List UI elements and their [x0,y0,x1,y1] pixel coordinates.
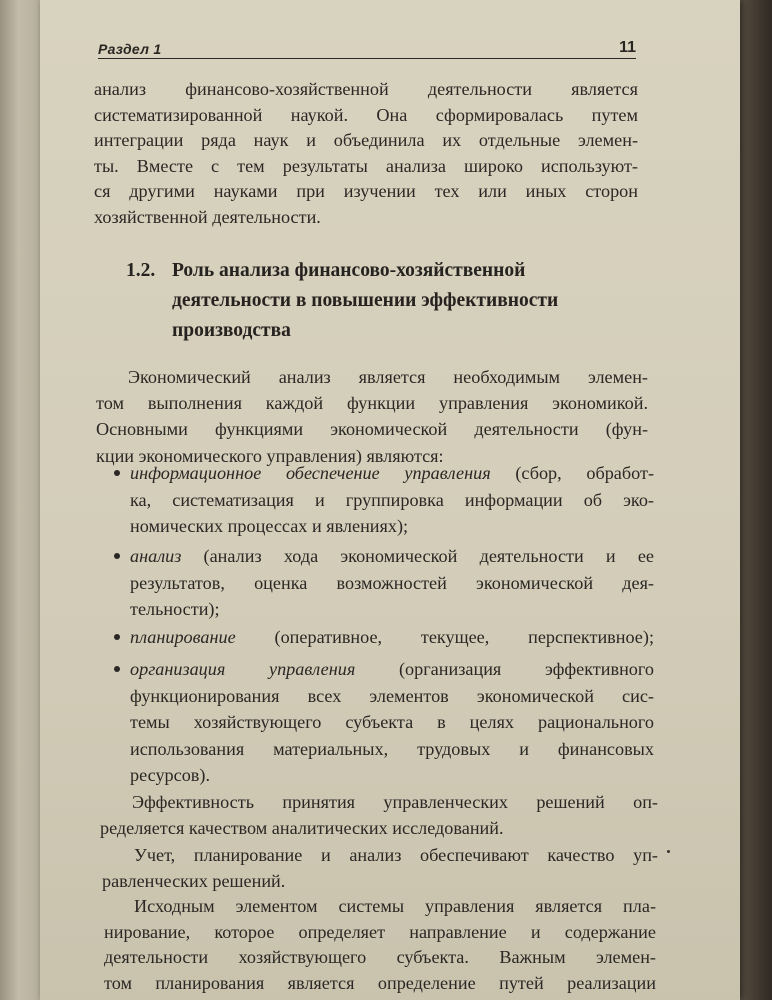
bullet-icon [114,634,120,640]
text-line: равленческих решений. [102,870,286,891]
intro-paragraph [94,77,638,231]
text-line: ся другими науками при изучении тех или иных сторон [94,181,638,202]
text-line: Экономический анализ является необходимым элемен- [128,367,648,387]
text-line: кции экономического управления) являются: [96,445,444,466]
bullet-icon [114,666,120,672]
bullet-text [130,656,654,789]
text-line: тельности); [130,599,220,619]
text-line: ка, систематизация и группировка информации об эко- [130,489,654,510]
text-line: Основными функциями экономической деятельности (фун- [96,419,648,440]
bullet-term: планирование [130,627,236,647]
bullet-text [130,624,654,651]
bullet-rest: (анализ хода экономической деятельности и ее [181,546,654,566]
text-line: ресурсов). [130,765,210,785]
heading-line [126,256,558,286]
text-line: деятельности хозяйствующего субъекта. Важным элемен- [104,947,656,968]
heading-line: деятельности в повышении эффективности [172,290,559,311]
bullet-term: информационное обеспечение управления [130,463,491,483]
text-line: хозяйственной деятельности. [94,206,321,227]
text-line: Исходным элементом системы управления является пла- [134,896,656,916]
running-header [98,36,636,59]
background-shadow [738,0,772,1000]
text-line: систематизированной наукой. Она сформировалась путем [94,104,638,125]
bullet-icon [114,470,120,476]
text-line: номических процессах и явлениях); [130,516,409,536]
text-line: том выполнения каждой функции управления экономикой. [96,393,648,414]
heading-number: 1.2. [126,260,156,281]
bullet-term: анализ [130,546,182,566]
section-label: Раздел 1 [98,41,162,57]
text-line: том планирования является определение путей реализации [104,972,656,993]
heading-text: Роль анализа финансово-хозяйственной [172,260,526,281]
text-line: нирование, которое определяет направление и содержание [104,921,656,942]
bullet-term: организация управления [130,659,356,679]
text-line [130,656,654,683]
text-line [130,460,654,487]
closing-paragraph-2 [102,843,658,894]
text-line: темы хозяйствующего субъекта в целях рационального [130,712,654,732]
text-line [130,543,654,570]
page-number: 11 [619,39,636,56]
bullet-rest: (организация эффективного [355,659,654,679]
text-line: анализ финансово-хозяйственной деятельности является [94,79,638,99]
bullet-text [130,543,654,623]
text-line: ределяется качеством аналитических исследований. [100,817,504,838]
text-line [130,624,654,651]
text-line: результатов, оценка возможностей экономической дея- [130,572,654,593]
text-line: использования материальных, трудовых и финансовых [130,738,654,759]
heading-line: производства [172,320,291,341]
section-heading [126,256,558,346]
text-line: ты. Вместе с тем результаты анализа широко используют- [94,155,638,176]
bullet-icon [114,553,120,559]
bullet-rest: (сбор, обработ- [490,463,654,483]
closing-paragraph-3 [104,894,656,996]
closing-paragraph-1 [100,790,658,841]
paper-speck [667,850,670,853]
text-line: интеграции ряда наук и объединила их отдельные элемен- [94,130,638,151]
bullet-text [130,460,654,540]
text-line: функционирования всех элементов экономической сис- [130,685,654,706]
text-line: Эффективность принятия управленческих решений оп- [132,792,658,812]
bullet-rest: (оперативное, текущее, перспективное); [235,627,654,647]
lead-paragraph [96,364,648,469]
text-line: Учет, планирование и анализ обеспечивают качество уп- [134,845,658,865]
